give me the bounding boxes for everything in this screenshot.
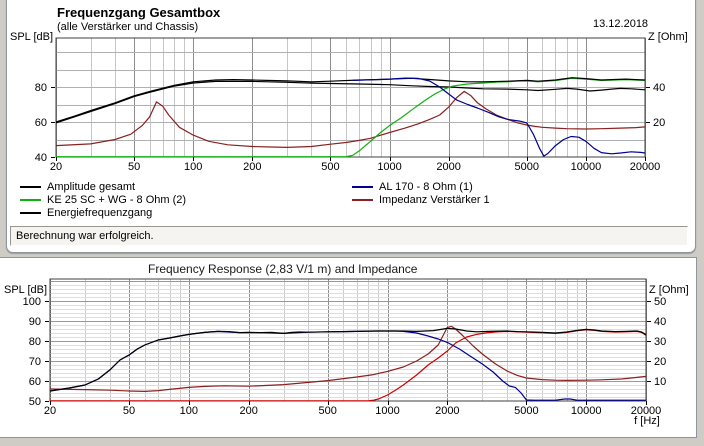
legend-line-black-icon	[20, 212, 41, 214]
chart1-y-right-axis-label: Z [Ohm]	[648, 31, 688, 43]
svg-text:50: 50	[128, 161, 141, 173]
status-bar	[10, 226, 688, 246]
svg-text:20: 20	[653, 117, 666, 129]
svg-text:500: 500	[321, 161, 340, 173]
svg-text:2000: 2000	[435, 405, 460, 417]
legend-line-darkred-icon	[352, 199, 373, 201]
legend-line-black-icon	[20, 186, 41, 188]
svg-text:10000: 10000	[570, 161, 602, 173]
svg-text:20000: 20000	[630, 405, 662, 417]
legend-item-impedanz	[352, 194, 490, 206]
legend-item-energiefrequenzgang	[20, 207, 152, 219]
svg-text:70: 70	[28, 356, 41, 368]
legend-item-amplitude-gesamt	[20, 181, 135, 193]
svg-text:30: 30	[654, 336, 667, 348]
svg-text:2000: 2000	[436, 161, 461, 173]
svg-text:20: 20	[49, 161, 63, 173]
svg-text:10000: 10000	[570, 405, 602, 417]
legend-label: Energiefrequenzgang	[47, 207, 153, 219]
svg-text:5000: 5000	[514, 405, 539, 417]
svg-text:80: 80	[28, 336, 41, 348]
svg-text:90: 90	[28, 316, 41, 328]
svg-text:40: 40	[34, 152, 47, 164]
svg-text:20: 20	[43, 405, 57, 417]
svg-text:20: 20	[654, 356, 667, 368]
svg-text:50: 50	[654, 296, 667, 308]
overview-frequency-response-window	[0, 257, 697, 438]
svg-text:80: 80	[34, 82, 47, 94]
svg-text:60: 60	[34, 117, 47, 129]
svg-text:20000: 20000	[629, 161, 661, 173]
legend-line-green-icon	[20, 199, 41, 201]
legend-label: AL 170 - 8 Ohm (1)	[379, 181, 473, 193]
svg-text:200: 200	[243, 161, 262, 173]
chart2-y-left-axis-label: SPL [dB]	[4, 284, 48, 296]
svg-text:100: 100	[22, 296, 41, 308]
chart1-subtitle: (alle Verstärker und Chassis)	[57, 21, 199, 33]
svg-text:100: 100	[179, 405, 199, 417]
svg-text:1000: 1000	[375, 405, 400, 417]
legend-item-al170	[352, 181, 473, 193]
svg-text:40: 40	[653, 82, 666, 94]
svg-text:200: 200	[239, 405, 258, 417]
svg-text:50: 50	[122, 405, 136, 417]
svg-text:5000: 5000	[514, 161, 540, 173]
svg-text:500: 500	[318, 405, 337, 417]
svg-text:60: 60	[28, 376, 41, 388]
chart1-y-left-axis-label: SPL [dB]	[10, 31, 54, 43]
svg-text:100: 100	[184, 161, 203, 173]
chart1-title: Frequenzgang Gesamtbox	[57, 5, 221, 20]
legend-line-blue-icon	[352, 186, 373, 188]
chart2-title: Frequency Response (2,83 V/1 m) and Impedance	[148, 262, 418, 276]
svg-text:50: 50	[28, 396, 41, 408]
chart2-y-right-axis-label: Z [Ohm]	[649, 284, 689, 296]
chart2-x-axis-label: f [Hz]	[634, 415, 660, 427]
chart1-date: 13.12.2018	[593, 18, 649, 30]
svg-text:1000: 1000	[377, 161, 402, 173]
legend-label: KE 25 SC + WG - 8 Ohm (2)	[47, 194, 187, 206]
status-text: Berechnung war erfolgreich.	[16, 230, 154, 242]
chart2-plot-area	[0, 258, 697, 439]
legend-label: Impedanz Verstärker 1	[379, 194, 490, 206]
legend-label: Amplitude gesamt	[47, 181, 136, 193]
svg-text:40: 40	[654, 316, 667, 328]
svg-text:10: 10	[654, 376, 667, 388]
frequenzgang-window	[6, 0, 696, 253]
legend-item-ke25	[20, 194, 186, 206]
